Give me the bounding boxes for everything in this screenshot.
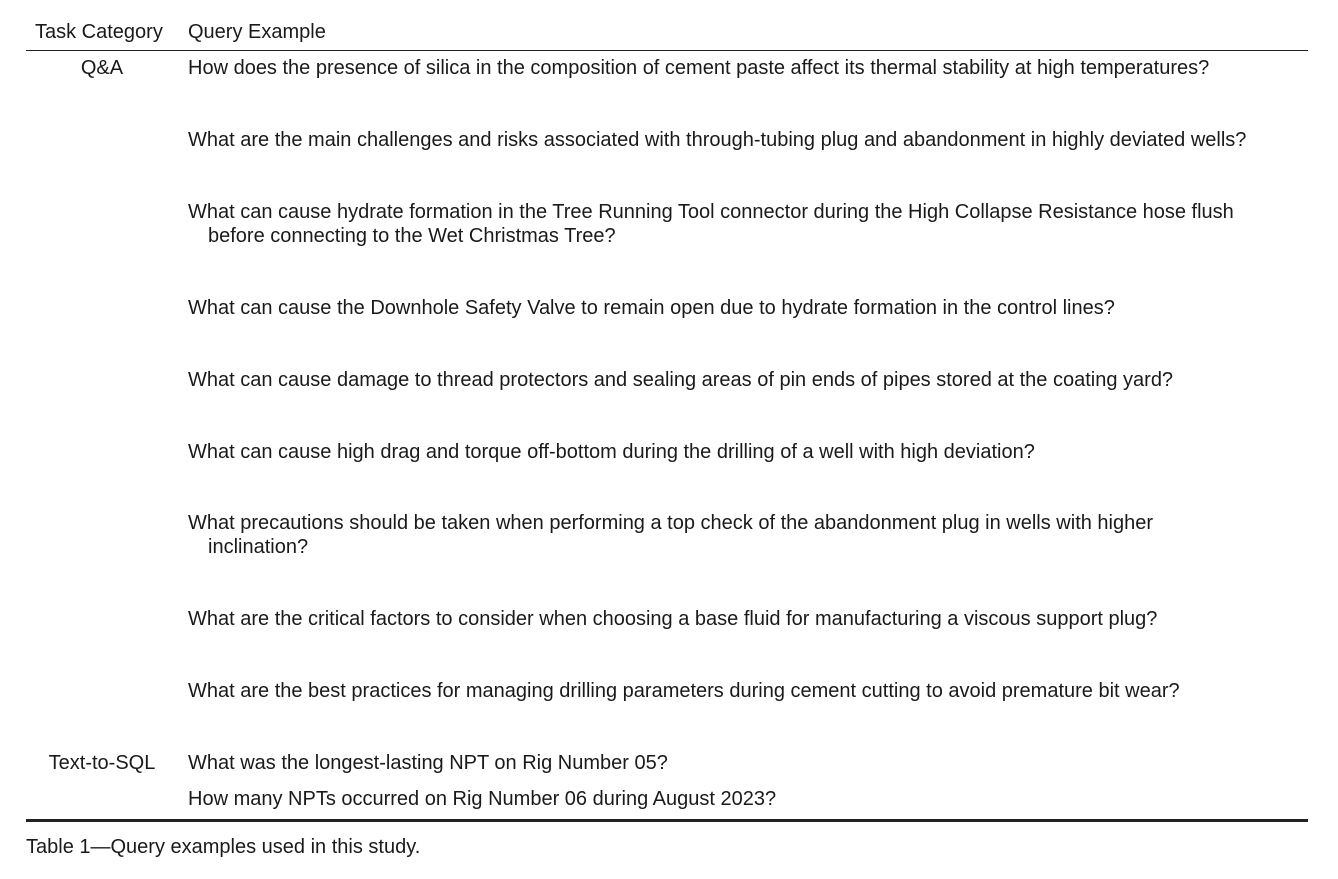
header-task-category: Task Category	[35, 21, 163, 43]
table-header-row	[26, 0, 1308, 51]
query-cell	[188, 607, 1308, 631]
table-caption: Table 1—Query examples used in this study.	[26, 836, 421, 858]
category-cell: Text-to-SQL	[48, 752, 156, 774]
query-cell	[188, 440, 1308, 464]
query-cell	[188, 787, 1308, 811]
query-examples-table	[26, 0, 1308, 810]
query-text: What can cause the Downhole Safety Valve to remain open due to hydrate formation in the control lines?	[188, 297, 1115, 319]
category-cell: Q&A	[80, 57, 124, 79]
query-cell	[188, 128, 1308, 152]
query-text: What can cause damage to thread protectors and sealing areas of pin ends of pipes stored at the coating yard?	[188, 369, 1174, 391]
query-text: What was the longest-lasting NPT on Rig Number 05?	[188, 752, 668, 774]
header-query-example: Query Example	[188, 21, 326, 43]
query-cell	[188, 679, 1308, 703]
query-text-continuation: inclination?	[208, 536, 309, 558]
query-text: What are the main challenges and risks associated with through-tubing plug and abandonment in highly deviated wells?	[188, 129, 1247, 151]
query-cell	[188, 751, 1308, 775]
query-cell	[188, 200, 1308, 248]
table-bottom-rule	[26, 819, 1308, 822]
query-cell	[188, 56, 1308, 80]
query-text: What can cause high drag and torque off-bottom during the drilling of a well with high deviation?	[188, 441, 1035, 463]
query-text: What are the critical factors to consider when choosing a base fluid for manufacturing a viscous support plug?	[188, 608, 1158, 630]
query-text: How does the presence of silica in the composition of cement paste affect its thermal stability at high temperatures?	[188, 57, 1210, 79]
query-text: How many NPTs occurred on Rig Number 06 during August 2023?	[188, 788, 777, 810]
query-cell	[188, 511, 1308, 559]
query-cell	[188, 296, 1308, 320]
query-text: What can cause hydrate formation in the Tree Running Tool connector during the High Collapse Resistance hose flush	[188, 201, 1234, 223]
query-text-continuation: before connecting to the Wet Christmas Tree?	[208, 225, 616, 247]
query-text: What precautions should be taken when performing a top check of the abandonment plug in wells with higher	[188, 512, 1154, 534]
query-cell	[188, 368, 1308, 392]
query-text: What are the best practices for managing drilling parameters during cement cutting to avoid premature bit wear?	[188, 680, 1180, 702]
